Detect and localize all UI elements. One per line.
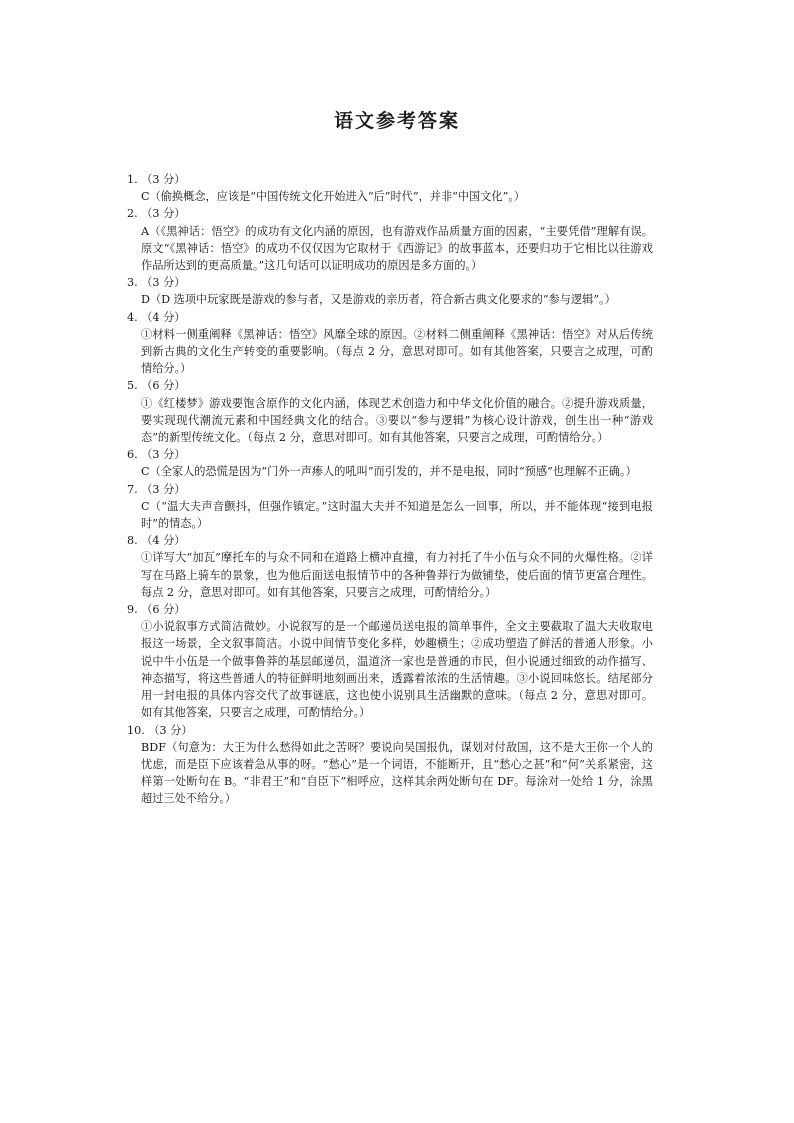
- answer-text: C（偷换概念，应该是“中国传统文化开始进入“后”时代”，并非“中国文化”。）: [141, 190, 526, 204]
- answer-item: [127, 446, 653, 480]
- answer-text: ①小说叙事方式简洁微妙。小说叙写的是一个邮递员送电报的简单事件，全文主要截取了温大夫收取电报这一场景，全文叙事简洁。小说中间情节变化多样，妙趣横生；②成功塑造了鲜活的普通人形象。小说中牛小伍是一个做事鲁莽的基层邮递员，温道济一家也是普通的市民，但小说通过细致的动作描写、神态描写，将这些普通人的特征鲜明地刻画出来，透露着浓浓的生活情趣。③小说回味悠长。结尾部分用一封电报的具体内容交代了故事谜底，这也使小说别具生活幽默的意味。（每点 2 分，意思对即可。如有其他答案，只要言之成理，可酌情给分。）: [141, 620, 653, 720]
- question-number: 6. （3 分）: [127, 448, 186, 462]
- answer-item: [127, 722, 653, 808]
- question-number: 10. （3 分）: [127, 723, 193, 737]
- answer-item: [127, 309, 653, 378]
- question-number: 7. （3 分）: [127, 482, 186, 496]
- answer-text: ①详写大“加瓦”摩托车的与众不同和在道路上横冲直撞，有力衬托了牛小伍与众不同的火爆性格。②详写在马路上骑车的景象，也为他后面送电报情节中的各种鲁莽行为做铺垫，使后面的情节更富合理性。每点 2 分，意思对即可。如有其他答案，只要言之成理，可酌情给分。）: [141, 551, 653, 599]
- answer-text: BDF（句意为：大王为什么愁得如此之苦呀？要说向吴国报仇，谋划对付敌国，这不是大王你一个人的忧虑，而是臣下应该着急从事的呀。“愁心”是一个词语，不能断开，且“愁心之甚”和“何”关系紧密，这样第一处断句在 B。“非君王”和“自臣下”相呼应，这样其余两处断句在 DF。每涂对一处给 1 分，涂黑超过三处不给分。）: [141, 740, 653, 806]
- answer-text: C（“温大夫声音颤抖，但强作镇定。”这时温大夫并不知道是怎么一回事，所以，并不能体现“接到电报时”的情态。）: [141, 499, 653, 531]
- answer-text: D（D 选项中玩家既是游戏的参与者，又是游戏的亲历者，符合新古典文化要求的“参与逻辑”。）: [141, 293, 616, 307]
- question-number: 5. （6 分）: [127, 379, 186, 393]
- answer-item: [127, 532, 653, 601]
- question-number: 9. （6 分）: [127, 603, 186, 617]
- answer-item: [127, 171, 653, 205]
- question-number: 4. （4 分）: [127, 310, 186, 324]
- question-number: 8. （4 分）: [127, 534, 186, 548]
- answer-text: C（全家人的恐慌是因为“门外一声瘆人的吼叫”而引发的，并不是电报，同时“预感”也理解不正确。）: [141, 465, 637, 479]
- answer-item: [127, 274, 653, 308]
- page-title: 语文参考答案: [333, 110, 460, 132]
- answer-item: [127, 377, 653, 446]
- answer-text: ①材料一侧重阐释《黑神话：悟空》风靡全球的原因。②材料二侧重阐释《黑神话：悟空》对从后传统到新古典的文化生产转变的重要影响。（每点 2 分，意思对即可。如有其他答案，只要言之成理，可酌情给分。）: [141, 327, 653, 376]
- question-number: 2. （3 分）: [127, 207, 186, 221]
- answer-item: [127, 601, 653, 721]
- answer-item: [127, 205, 653, 274]
- question-number: 1. （3 分）: [127, 173, 186, 186]
- answer-text: A（《黑神话：悟空》的成功有文化内涵的原因，也有游戏作品质量方面的因素，“主要凭借”理解有误。原文“《黑神话：悟空》的成功不仅仅因为它取材于《西游记》的故事蓝本，还要归功于它相比以往游戏作品所达到的更高质量。”这几句话可以证明成功的原因是多方面的。）: [141, 224, 653, 273]
- answer-text: ①《红楼梦》游戏要饱含原作的文化内涵，体现艺术创造力和中华文化价值的融合。②提升游戏质量，要实现现代潮流元素和中国经典文化的结合。③要以“参与逻辑”为核心设计游戏，创生出一种“游戏态”的新型传统文化。（每点 2 分，意思对即可。如有其他答案，只要言之成理，可酌情给分。）: [141, 396, 653, 445]
- answer-item: [127, 481, 653, 533]
- question-number: 3. （3 分）: [127, 276, 186, 290]
- answer-list: [127, 171, 653, 808]
